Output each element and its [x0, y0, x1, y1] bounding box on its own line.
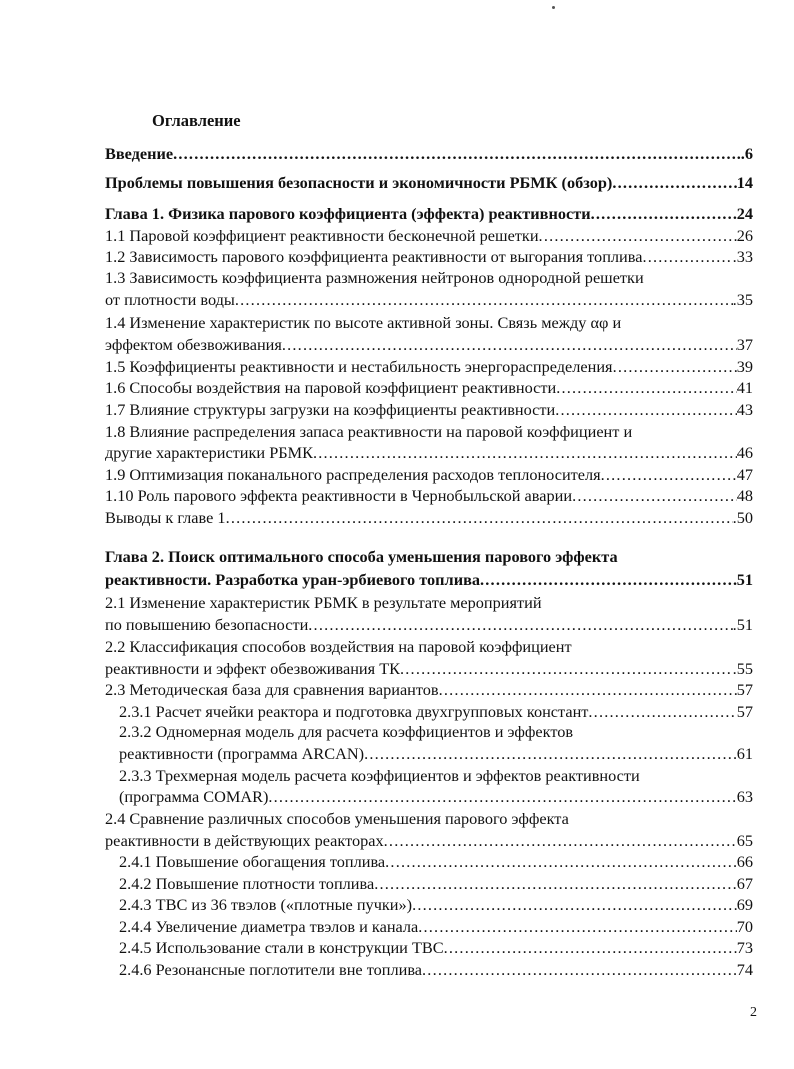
- toc-entry-page: 67: [736, 874, 753, 893]
- toc-entry-s1-6: [105, 377, 753, 399]
- toc-entry-text: 1.10 Роль парового эффекта реактивности в Чернобыльской аварии: [105, 486, 573, 505]
- toc-entry-text: 1.2 Зависимость парового коэффициента реактивности от выгорания топлива: [105, 247, 643, 266]
- toc-entry-page: 47: [736, 465, 753, 484]
- toc-entry-s2-3-2b: [119, 743, 753, 765]
- dot-leader: [439, 679, 737, 701]
- toc-entry-text: 2.4.5 Использование стали в конструкции ТВС: [119, 938, 444, 957]
- toc-entry-s2-4-1: [119, 851, 753, 873]
- dot-leader: [613, 356, 737, 378]
- toc-entry-text: 2.3.2 Одномерная модель для расчета коэффициентов и эффектов: [119, 722, 574, 741]
- toc-entry-s1-1: [105, 225, 753, 247]
- dot-leader: [418, 916, 736, 938]
- page-number: 2: [750, 1005, 757, 1020]
- toc-entry-s2-4-3: [119, 894, 753, 916]
- dot-leader: [555, 399, 737, 421]
- toc-entry-s1-8b: [105, 442, 753, 464]
- toc-entry-page: 39: [736, 357, 753, 376]
- toc-entry-text: Введение: [105, 144, 174, 163]
- toc-entry-s2-3-3a: [119, 765, 753, 787]
- toc-entry-text: 1.3 Зависимость коэффициента размножения нейтронов однородной решетки: [105, 268, 644, 287]
- toc-entry-page: 65: [736, 831, 753, 850]
- toc-entry-text: от плотности воды: [105, 290, 235, 309]
- toc-entry-text: 1.8 Влияние распределения запаса реактивности на паровой коэффициент и: [105, 422, 633, 441]
- dot-leader: [364, 743, 737, 765]
- toc-entry-text: 2.3.3 Трехмерная модель расчета коэффициентов и эффектов реактивности: [119, 766, 640, 785]
- toc-entry-text: Выводы к главе 1: [105, 508, 226, 527]
- toc-entry-text: 1.1 Паровой коэффициент реактивности бесконечной решетки: [105, 226, 539, 245]
- toc-entry-text: 1.6 Способы воздействия на паровой коэффициент реактивности: [105, 378, 557, 397]
- dot-leader: [282, 334, 737, 356]
- toc-entry-text: 1.5 Коэффициенты реактивности и нестабильность энергораспределения: [105, 357, 613, 376]
- toc-entry-text: другие характеристики РБМК: [105, 443, 313, 462]
- toc-entry-page: 74: [736, 960, 753, 979]
- toc-entry-s2-3-1: [119, 701, 753, 723]
- toc-entry-page: .35: [732, 290, 753, 309]
- toc-entry-page: 57: [736, 680, 753, 699]
- toc-entry-text: 2.3.1 Расчет ячейки реактора и подготовка двухгрупповых констант: [119, 702, 589, 721]
- toc-entry-text: 2.2 Классификация способов воздействия на паровой коэффициент: [105, 637, 572, 656]
- toc-title: Оглавление: [152, 111, 241, 130]
- toc-entry-page: ..6: [736, 144, 753, 163]
- toc-entry-s2-3-2a: [119, 721, 753, 743]
- toc-entry-text: реактивности. Разработка уран-эрбиевого топлива: [105, 570, 481, 589]
- toc-entry-ch1: [105, 203, 753, 225]
- toc-entry-text: 2.4 Сравнение различных способов уменьшения парового эффекта: [105, 809, 569, 828]
- toc-entry-s2-4-2: [119, 873, 753, 895]
- toc-entry-text: 2.3 Методическая база для сравнения вариантов: [105, 680, 439, 699]
- toc-entry-s2-4b: [105, 830, 753, 852]
- toc-entry-s1-7: [105, 399, 753, 421]
- toc-entry-text: 2.4.4 Увеличение диаметра твэлов и канала: [119, 917, 419, 936]
- toc-entry-ch2b: [105, 569, 753, 591]
- dot-leader: [313, 442, 737, 464]
- toc-entry-page: 24: [736, 204, 753, 223]
- toc-entry-page: 26: [736, 226, 753, 245]
- toc-entry-text: 1.9 Оптимизация поканального распределения расходов теплоносителя: [105, 465, 601, 484]
- dot-leader: [556, 377, 737, 399]
- scan-dot: [552, 6, 555, 9]
- toc-entry-text: 1.7 Влияние структуры загрузки на коэффициенты реактивности: [105, 400, 556, 419]
- toc-entry-text: 2.4.2 Повышение плотности топлива: [119, 874, 375, 893]
- toc-entry-page: 51: [736, 570, 753, 589]
- toc-entry-ch2a: [105, 546, 753, 568]
- toc-entry-s1-9: [105, 464, 753, 486]
- toc-entry-s2-2b: [105, 658, 753, 680]
- dot-leader: [268, 786, 736, 808]
- toc-entry-text: 2.1 Изменение характеристик РБМК в результате мероприятий: [105, 593, 542, 612]
- toc-entry-s1-4a: [105, 312, 753, 334]
- toc-entry-text: реактивности (программа ARCAN): [119, 744, 365, 763]
- toc-entry-s2-1b: [105, 614, 753, 636]
- toc-entry-s2-4-4: [119, 916, 753, 938]
- toc-entry-s1-8a: [105, 421, 753, 443]
- dot-leader: [308, 614, 732, 636]
- dot-leader: [591, 203, 737, 225]
- toc-entry-s1-4b: [105, 334, 753, 356]
- toc-entry-text: 1.4 Изменение характеристик по высоте активной зоны. Связь между αφ и: [105, 313, 622, 332]
- toc-entry-s2-1a: [105, 592, 753, 614]
- toc-entry-s2-4-5: [119, 937, 753, 959]
- toc-entry-s2-4a: [105, 808, 753, 830]
- dot-leader: [601, 464, 737, 486]
- dot-leader: [572, 485, 737, 507]
- toc-entry-text: 2.4.1 Повышение обогащения топлива: [119, 852, 386, 871]
- toc-entry-s1-2: [105, 246, 753, 268]
- toc-entry-text: эффектом обезвоживания: [105, 335, 282, 354]
- toc-entry-s2-4-6: [119, 959, 753, 981]
- toc-entry-page: .33: [732, 247, 753, 266]
- dot-leader: [374, 873, 737, 895]
- toc-entry-text: реактивности и эффект обезвоживания ТК: [105, 659, 401, 678]
- toc-entry-text: Глава 1. Физика парового коэффициента (эффекта) реактивности: [105, 204, 591, 223]
- toc-entry-text: по повышению безопасности: [105, 615, 309, 634]
- toc-entry-page: 41: [736, 378, 753, 397]
- toc-entry-text: Глава 2. Поиск оптимального способа уменьшения парового эффекта: [105, 547, 618, 566]
- toc-entry-text: (программа COMAR): [119, 787, 269, 806]
- toc-entry-page: .55: [732, 659, 753, 678]
- toc-entry-page: 63: [736, 787, 753, 806]
- toc-entry-page: 14: [736, 173, 753, 192]
- dot-leader: [422, 959, 737, 981]
- dot-leader: [444, 937, 737, 959]
- dot-leader: [173, 143, 737, 165]
- dot-leader: [400, 658, 733, 680]
- toc-entry-s1-3b: [105, 289, 753, 311]
- toc-entry-s1-10: [105, 485, 753, 507]
- toc-entry-page: 73: [736, 938, 753, 957]
- toc-entry-problems: [105, 172, 753, 194]
- toc-entry-text: Проблемы повышения безопасности и экономичности РБМК (обзор): [105, 173, 613, 192]
- toc-entry-page: 48: [736, 486, 753, 505]
- toc-entry-page: 66: [736, 852, 753, 871]
- toc-entry-page: 43: [736, 400, 753, 419]
- toc-entry-s1-5: [105, 356, 753, 378]
- toc-entry-s2-2a: [105, 636, 753, 658]
- toc-entry-page: 57: [736, 702, 753, 721]
- toc-entry-page: .51: [732, 615, 753, 634]
- toc-entry-s1-concl: [105, 507, 753, 529]
- dot-leader: [385, 851, 737, 873]
- toc-entry-page: .50: [732, 508, 753, 527]
- toc-entry-s1-3a: [105, 267, 753, 289]
- dot-leader: [226, 507, 733, 529]
- dot-leader: [642, 246, 732, 268]
- toc-entry-text: реактивности в действующих реакторах: [105, 831, 384, 850]
- toc-entry-page: 69: [736, 895, 753, 914]
- dot-leader: [235, 289, 733, 311]
- toc-entry-page: 61: [736, 744, 753, 763]
- toc-entry-page: 37: [736, 335, 753, 354]
- toc-entry-text: 2.4.3 ТВС из 36 твэлов («плотные пучки»): [119, 895, 413, 914]
- toc-entry-s2-3: [105, 679, 753, 701]
- toc-entry-text: 2.4.6 Резонансные поглотители вне топлива: [119, 960, 423, 979]
- dot-leader: [588, 701, 736, 723]
- dot-leader: [412, 894, 737, 916]
- dot-leader: [539, 225, 737, 247]
- toc-entry-page: 46: [736, 443, 753, 462]
- dot-leader: [384, 830, 737, 852]
- toc-entry-intro: [105, 143, 753, 165]
- toc-entry-s2-3-3b: [119, 786, 753, 808]
- toc-entry-page: 70: [736, 917, 753, 936]
- dot-leader: [612, 172, 736, 194]
- dot-leader: [480, 569, 737, 591]
